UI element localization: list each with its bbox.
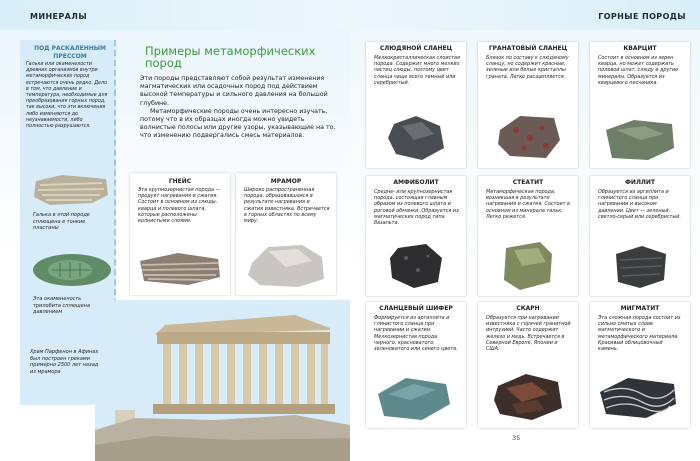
rock-card-description: Близок по составу к слюдяному сланцу, но содержит красные, зеленые или белые кристаллы граната. Легко расщепляется. <box>486 55 569 80</box>
rock-card-slate <box>366 302 466 428</box>
rock-card-title: СКАРН <box>516 305 540 312</box>
rock-card-title: ФИЛЛИТ <box>624 179 656 186</box>
parthenon-caption: Храм Парфенон в Афинах был построен греками примерно 2500 лет назад из мрамора <box>30 349 99 375</box>
rock-card-title: МРАМОР <box>270 178 302 185</box>
mica-schist-rock-image <box>386 114 446 162</box>
parthenon-image <box>95 300 350 461</box>
rock-card-description: Состоит в основном из зерен кварца, но может содержать полевой шпат, слюду и другие минералы. Образуется из кварцевого песчаника. <box>598 55 679 86</box>
rock-card-marble <box>236 173 336 295</box>
rock-card-description: Формируется из аргиллита и глинистого сланца при нагревании и сжатии. Мелкозернистая порода черного, красноватого, зеленоватого или синего цвета. <box>374 315 458 353</box>
sidebar-caption-pebbles: Галька в этой породе сплющена в тонкие пластины <box>33 212 90 231</box>
rock-card-title: КВАРЦИТ <box>623 45 657 52</box>
rock-card-phyllite <box>590 176 690 296</box>
skarn-rock-image <box>492 372 564 422</box>
rock-card-description: Образуется из аргиллита и глинистого сланца при нагревании и высоком давлении. Цвет — зеленый, светло-серый или серебристый. <box>598 189 681 220</box>
rock-card-skarn <box>478 302 578 428</box>
section-title: Примеры метаморфических пород <box>145 44 316 70</box>
amphibolite-rock-image <box>388 242 444 290</box>
rock-card-title: ГНЕЙС <box>168 178 192 185</box>
rock-card-steatite <box>478 176 578 296</box>
conglomerate-slab-image <box>32 175 110 205</box>
rock-card-title: СЛЮДЯНОЙ СЛАНЕЦ <box>379 45 453 52</box>
garnet-schist-rock-image <box>496 112 562 162</box>
rock-card-quartzite <box>590 42 690 168</box>
rock-card-description: Мелкокристаллическая слоистая порода. Содержит много мелких частиц слюды, поэтому цвет сланца чаще всего темный или серебристый. <box>374 55 460 86</box>
phyllite-rock-image <box>612 244 668 290</box>
rock-card-garnet-schist <box>478 42 578 168</box>
quartzite-rock-image <box>604 118 676 162</box>
rock-card-description: Средне- или крупнозернистая порода, состоящая главным образом из полевого шпата и роговой обманки. Образуется из магматических пород типа базальта. <box>374 189 459 227</box>
rock-card-description: Метаморфическая порода, возникшая в результате нагревания и сжатия. Состоит в основном из минерала тальк. Легко режется. <box>486 189 570 220</box>
rock-card-title: АМФИБОЛИТ <box>393 179 439 186</box>
rock-card-description: Образуется при нагревании известняка с горячей гранитной интрузией. Часто содержит железо и медь. Встречается в Северной Европе, Японии и США. <box>486 315 571 353</box>
section-header-left: МИНЕРАЛЫ <box>30 12 88 21</box>
trilobite-fossil-image <box>32 253 112 287</box>
section-intro <box>140 75 340 141</box>
page-number: 35 <box>512 434 521 442</box>
sidebar-title: ПОД РАСКАЛЕННЫМ ПРЕССОМ <box>34 45 106 60</box>
steatite-rock-image <box>500 240 556 292</box>
section-header-right: ГОРНЫЕ ПОРОДЫ <box>598 12 686 21</box>
rock-card-mica-schist <box>366 42 466 168</box>
rock-card-title: СТЕАТИТ <box>512 179 544 186</box>
rock-card-title: СЛАНЦЕВЫЙ ШИФЕР <box>379 305 453 312</box>
sidebar-caption-trilobite: Эта окаменелость трилобита сплющена давлением <box>33 296 91 315</box>
slate-rock-image <box>376 376 452 422</box>
rock-card-gneiss <box>130 173 230 295</box>
intro-paragraph-1: Эти породы представляют собой результат изменения магматических или осадочных пород под действием высокой температуры и сильного давления на большой глубине. <box>140 75 328 107</box>
rock-card-description: Широко распространенная порода, образовавшаяся в результате нагревания и сжатия известняка. Встречается в горных областях по всему миру. <box>244 187 330 225</box>
gneiss-rock-image <box>138 251 222 287</box>
rock-card-amphibolite <box>366 176 466 296</box>
rock-card-migmatite <box>590 302 690 428</box>
rock-card-title: ГРАНАТОВЫЙ СЛАНЕЦ <box>488 45 568 52</box>
marble-rock-image <box>246 243 326 289</box>
sidebar-text: Гальки или окаменелости древних организмов внутри метаморфических пород встречаются очень редко. Дело в том, что давление и температура, необходимые для преобразования горных пород, так высоки, что эти включения либо изменяются до неузнаваемости, либо полностью разрушаются. <box>26 62 108 130</box>
intro-paragraph-2: Метаморфические породы очень интересно изучать, потому что в их образцах иногда можно увидеть волнистые полосы или другие узоры, указывающие на то, что изменению подвергались смесь материалов. <box>140 107 336 140</box>
rock-card-title: МИГМАТИТ <box>620 305 660 312</box>
migmatite-rock-image <box>598 376 678 420</box>
rock-card-description: Эта крупнозернистая порода — продукт нагревания и сжатия. Состоит в основном из слюды, кварца и полевого шпата, которые расположены волнистыми слоями. <box>138 187 221 225</box>
rock-card-description: Эта сложная порода состоит из сильно смятых слоев магматического и метаморфического материала. Красивый облицовочный камень. <box>598 315 681 353</box>
